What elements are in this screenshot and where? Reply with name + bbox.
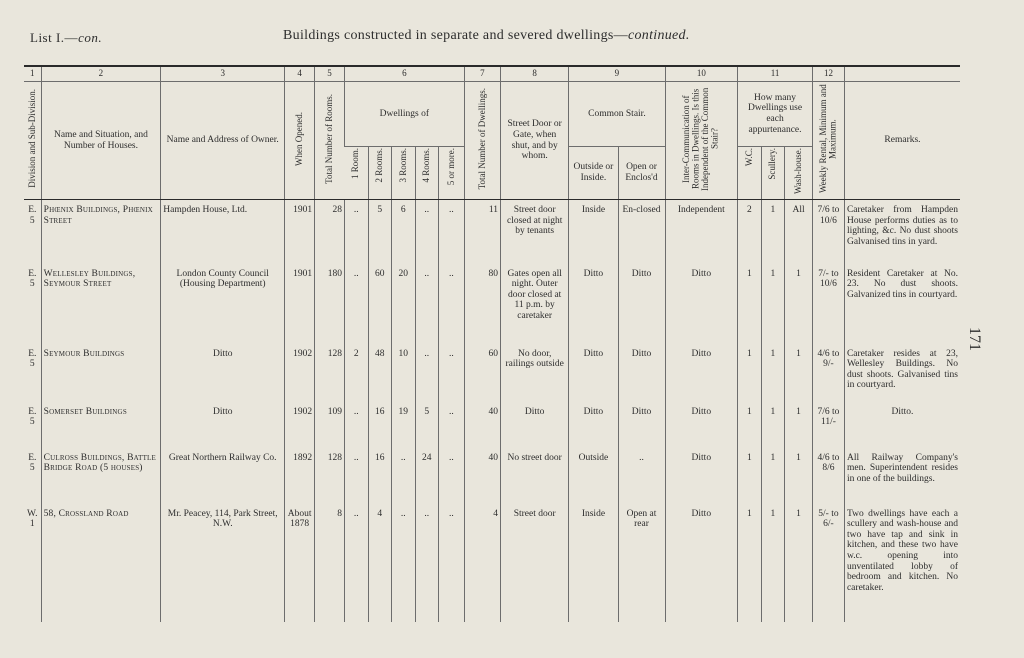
street-door-header: Street Door or Gate, when shut, and by whom. [500, 82, 568, 200]
cell-d3: 10 [392, 344, 416, 402]
table-row [24, 402, 960, 448]
cell-washhouse: 1 [785, 344, 813, 402]
cell-total-dwellings: 60 [464, 344, 500, 402]
cell-stair-pos: Inside [569, 504, 618, 622]
cell-scullery: 1 [761, 344, 785, 402]
cell-remarks: Two dwellings have each a scullery and wash-house and two have tap and sink in kitchen, and these two have w.c. opening into unventilated lobby of bedroom and kitchen. No caretaker. [844, 504, 960, 622]
cell-d2: 60 [368, 264, 392, 344]
cell-name: Wellesley Buildings, Seymour Street [41, 264, 161, 344]
cell-total-rooms: 109 [315, 402, 345, 448]
cell-owner: Great Northern Railway Co. [161, 448, 285, 504]
cell-stair-type: Open at rear [618, 504, 665, 622]
d5-header [439, 147, 465, 200]
d3-header [392, 147, 416, 200]
d2-header-text: 2 Rooms. [374, 148, 385, 183]
outside-inside-header: Outside or Inside. [569, 147, 618, 200]
cell-washhouse: 1 [785, 448, 813, 504]
cell-intercomm: Ditto [665, 264, 738, 344]
cell-name: Phœnix Buildings, Phœnix Street [41, 200, 161, 264]
d4-header-text: 4 Rooms. [421, 148, 432, 183]
cell-scullery: 1 [761, 402, 785, 448]
cell-stair-type: En-closed [618, 200, 665, 264]
buildings-table [24, 65, 960, 622]
cell-opened: 1902 [285, 402, 315, 448]
cell-name: Somerset Buildings [41, 402, 161, 448]
cell-division: W. 1 [27, 508, 38, 530]
cell-opened: 1902 [285, 344, 315, 402]
cell-total-dwellings: 40 [464, 402, 500, 448]
d3-header-text: 3 Rooms. [397, 148, 408, 183]
cell-wc: 1 [738, 448, 762, 504]
wc-header [738, 147, 762, 200]
cell-division: E. 5 [28, 205, 37, 226]
cell-stair-pos: Inside [569, 200, 618, 264]
page-title-text: Buildings constructed in separate and severed dwellings— [283, 28, 628, 43]
cell-washhouse: 1 [785, 504, 813, 622]
cell-stair-type: Ditto [618, 402, 665, 448]
cell-total-dwellings: 11 [464, 200, 500, 264]
cell-total-rooms: 8 [315, 504, 345, 622]
opened-header [285, 82, 315, 200]
cell-name: Seymour Buildings [41, 344, 161, 402]
table-row [24, 264, 960, 344]
cell-stair-type: Ditto [618, 344, 665, 402]
cell-total-dwellings: 4 [464, 504, 500, 622]
wc-header-text: W.C. [743, 148, 754, 167]
opened-header-text: When Opened. [293, 111, 304, 166]
common-stair-header: Common Stair. [569, 82, 665, 147]
cell-d4: .. [415, 200, 439, 264]
cell-owner: Ditto [161, 402, 285, 448]
cell-d5: .. [439, 448, 465, 504]
cell-washhouse: 1 [785, 402, 813, 448]
table-row [24, 200, 960, 264]
cell-opened: 1901 [285, 264, 315, 344]
washhouse-header [785, 147, 813, 200]
cell-remarks: All Railway Company's men. Superintendent resides in one of the buildings. [844, 448, 960, 504]
cell-wc: 1 [738, 504, 762, 622]
division-header [24, 82, 41, 200]
cell-scullery: 1 [761, 504, 785, 622]
total-rooms-header-text: Total Number of Rooms. [323, 93, 334, 184]
cell-scullery: 1 [761, 264, 785, 344]
cell-stair-type: .. [618, 448, 665, 504]
cell-d5: .. [439, 200, 465, 264]
cell-opened: 1892 [285, 448, 315, 504]
rental-header [812, 82, 844, 200]
table-row [24, 344, 960, 402]
remarks-header: Remarks. [844, 82, 960, 200]
cell-rental: 4/6 to 8/6 [812, 448, 844, 504]
cell-wc: 1 [738, 264, 762, 344]
cell-intercomm: Ditto [665, 504, 738, 622]
scullery-header-text: Scullery. [767, 148, 778, 180]
list-label-text: List I.— [30, 30, 79, 45]
cell-d2: 48 [368, 344, 392, 402]
total-dwellings-header-text: Total Number of Dwellings. [476, 88, 487, 190]
list-label-suffix: con. [78, 30, 103, 45]
cell-owner: London County Council (Housing Department) [161, 264, 285, 344]
d5-header-text: 5 or more. [445, 148, 456, 186]
cell-total-rooms: 128 [315, 344, 345, 402]
cell-wc: 2 [738, 200, 762, 264]
intercomm-header [665, 82, 738, 200]
cell-washhouse: 1 [785, 264, 813, 344]
cell-rental: 5/- to 6/- [812, 504, 844, 622]
cell-street-door: No street door [500, 448, 568, 504]
cell-d3: 6 [392, 200, 416, 264]
page-title-suffix: continued. [627, 28, 690, 43]
intercomm-header-text: Inter-Communication of Rooms in Dwellings. Is this Independent of the Common Stair? [681, 87, 720, 191]
cell-street-door: Gates open all night. Outer door closed at 11 p.m. by caretaker [500, 264, 568, 344]
cell-name: 58, Crossland Road [41, 504, 161, 622]
cell-wc: 1 [738, 402, 762, 448]
cell-intercomm: Ditto [665, 402, 738, 448]
cell-remarks: Ditto. [844, 402, 960, 448]
cell-street-door: Ditto [500, 402, 568, 448]
cell-street-door: No door, railings outside [500, 344, 568, 402]
cell-intercomm: Ditto [665, 448, 738, 504]
cell-total-rooms: 28 [315, 200, 345, 264]
cell-d2: 5 [368, 200, 392, 264]
cell-rental: 7/6 to 11/- [812, 402, 844, 448]
page-number: 171 [966, 327, 983, 351]
cell-d4: .. [415, 504, 439, 622]
page-title [283, 28, 690, 44]
cell-total-dwellings: 80 [464, 264, 500, 344]
cell-d3: 20 [392, 264, 416, 344]
cell-opened: About 1878 [285, 504, 315, 622]
cell-division: E. 5 [28, 452, 37, 474]
rental-header-text: Weekly Rental, Minimum and Maximum. [818, 84, 838, 194]
washhouse-header-text: Wash-house. [792, 148, 803, 195]
col-num-3: 3 [161, 66, 285, 82]
cell-d4: 5 [415, 402, 439, 448]
cell-d4: .. [415, 264, 439, 344]
cell-division: E. 5 [28, 406, 37, 428]
cell-d5: .. [439, 344, 465, 402]
col-num-11: 11 [738, 66, 813, 82]
cell-d1: 2 [345, 344, 369, 402]
cell-scullery: 1 [761, 200, 785, 264]
cell-rental: 4/6 to 9/- [812, 344, 844, 402]
cell-remarks: Resident Caretaker at No. 23. No dust shoots. Galvanized tins in courtyard. [844, 264, 960, 344]
total-dwellings-header [464, 82, 500, 200]
cell-stair-pos: Ditto [569, 264, 618, 344]
col-num-7: 7 [464, 66, 500, 82]
col-num-8: 8 [500, 66, 568, 82]
scullery-header [761, 147, 785, 200]
cell-d3: .. [392, 504, 416, 622]
cell-scullery: 1 [761, 448, 785, 504]
cell-rental: 7/6 to 10/6 [812, 200, 844, 264]
cell-d4: 24 [415, 448, 439, 504]
cell-owner: Hampden House, Ltd. [161, 200, 285, 264]
d2-header [368, 147, 392, 200]
cell-d3: .. [392, 448, 416, 504]
cell-d5: .. [439, 504, 465, 622]
cell-wc: 1 [738, 344, 762, 402]
cell-d5: .. [439, 402, 465, 448]
cell-division: E. 5 [28, 268, 37, 290]
cell-intercomm: Independent [665, 200, 738, 264]
cell-d2: 4 [368, 504, 392, 622]
col-num-5: 5 [315, 66, 345, 82]
cell-opened: 1901 [285, 200, 315, 264]
col-num-9: 9 [569, 66, 665, 82]
cell-total-dwellings: 40 [464, 448, 500, 504]
col-num-2: 2 [41, 66, 161, 82]
cell-name: Culross Buildings, Battle Bridge Road (5 houses) [41, 448, 161, 504]
cell-stair-pos: Ditto [569, 402, 618, 448]
cell-d1: .. [345, 504, 369, 622]
cell-d2: 16 [368, 402, 392, 448]
cell-d4: .. [415, 344, 439, 402]
name-header: Name and Situation, and Number of Houses. [41, 82, 161, 200]
cell-d1: .. [345, 200, 369, 264]
cell-owner: Mr. Peacey, 114, Park Street, N.W. [161, 504, 285, 622]
cell-stair-type: Ditto [618, 264, 665, 344]
cell-d1: .. [345, 402, 369, 448]
cell-total-rooms: 128 [315, 448, 345, 504]
col-num-10: 10 [665, 66, 738, 82]
col-num-12: 12 [812, 66, 844, 82]
col-num-1: 1 [24, 66, 41, 82]
cell-intercomm: Ditto [665, 344, 738, 402]
cell-d2: 16 [368, 448, 392, 504]
col-num-6: 6 [345, 66, 465, 82]
d4-header [415, 147, 439, 200]
cell-street-door: Street door [500, 504, 568, 622]
cell-d1: .. [345, 264, 369, 344]
division-header-text: Division and Sub-Division. [26, 89, 37, 189]
cell-remarks: Caretaker from Hampden House performs duties as to lighting, &c. No dust shoots Galvanised tins in yard. [844, 200, 960, 264]
col-num-remarks [844, 66, 960, 82]
owner-header: Name and Address of Owner. [161, 82, 285, 200]
cell-street-door: Street door closed at night by tenants [500, 200, 568, 264]
table-row [24, 448, 960, 504]
cell-stair-pos: Outside [569, 448, 618, 504]
col-num-4: 4 [285, 66, 315, 82]
cell-total-rooms: 180 [315, 264, 345, 344]
open-enclosed-header: Open or Enclos'd [618, 147, 665, 200]
d1-header-text: 1 Room. [350, 148, 361, 180]
list-label [30, 30, 102, 46]
cell-d3: 19 [392, 402, 416, 448]
cell-remarks: Caretaker resides at 23, Wellesley Buildings. No dust shoots. Galvanised tins in courtyard. [844, 344, 960, 402]
total-rooms-header [315, 82, 345, 200]
d1-header [345, 147, 369, 200]
how-many-header: How many Dwellings use each appurtenance. [738, 82, 813, 147]
column-number-row [24, 66, 960, 82]
cell-d1: .. [345, 448, 369, 504]
cell-washhouse: All [785, 200, 813, 264]
cell-rental: 7/- to 10/6 [812, 264, 844, 344]
cell-stair-pos: Ditto [569, 344, 618, 402]
cell-division: E. 5 [28, 348, 37, 370]
cell-owner: Ditto [161, 344, 285, 402]
table-row [24, 504, 960, 622]
header-row [24, 82, 960, 147]
cell-d5: .. [439, 264, 465, 344]
dwellings-of-header: Dwellings of [345, 82, 465, 147]
